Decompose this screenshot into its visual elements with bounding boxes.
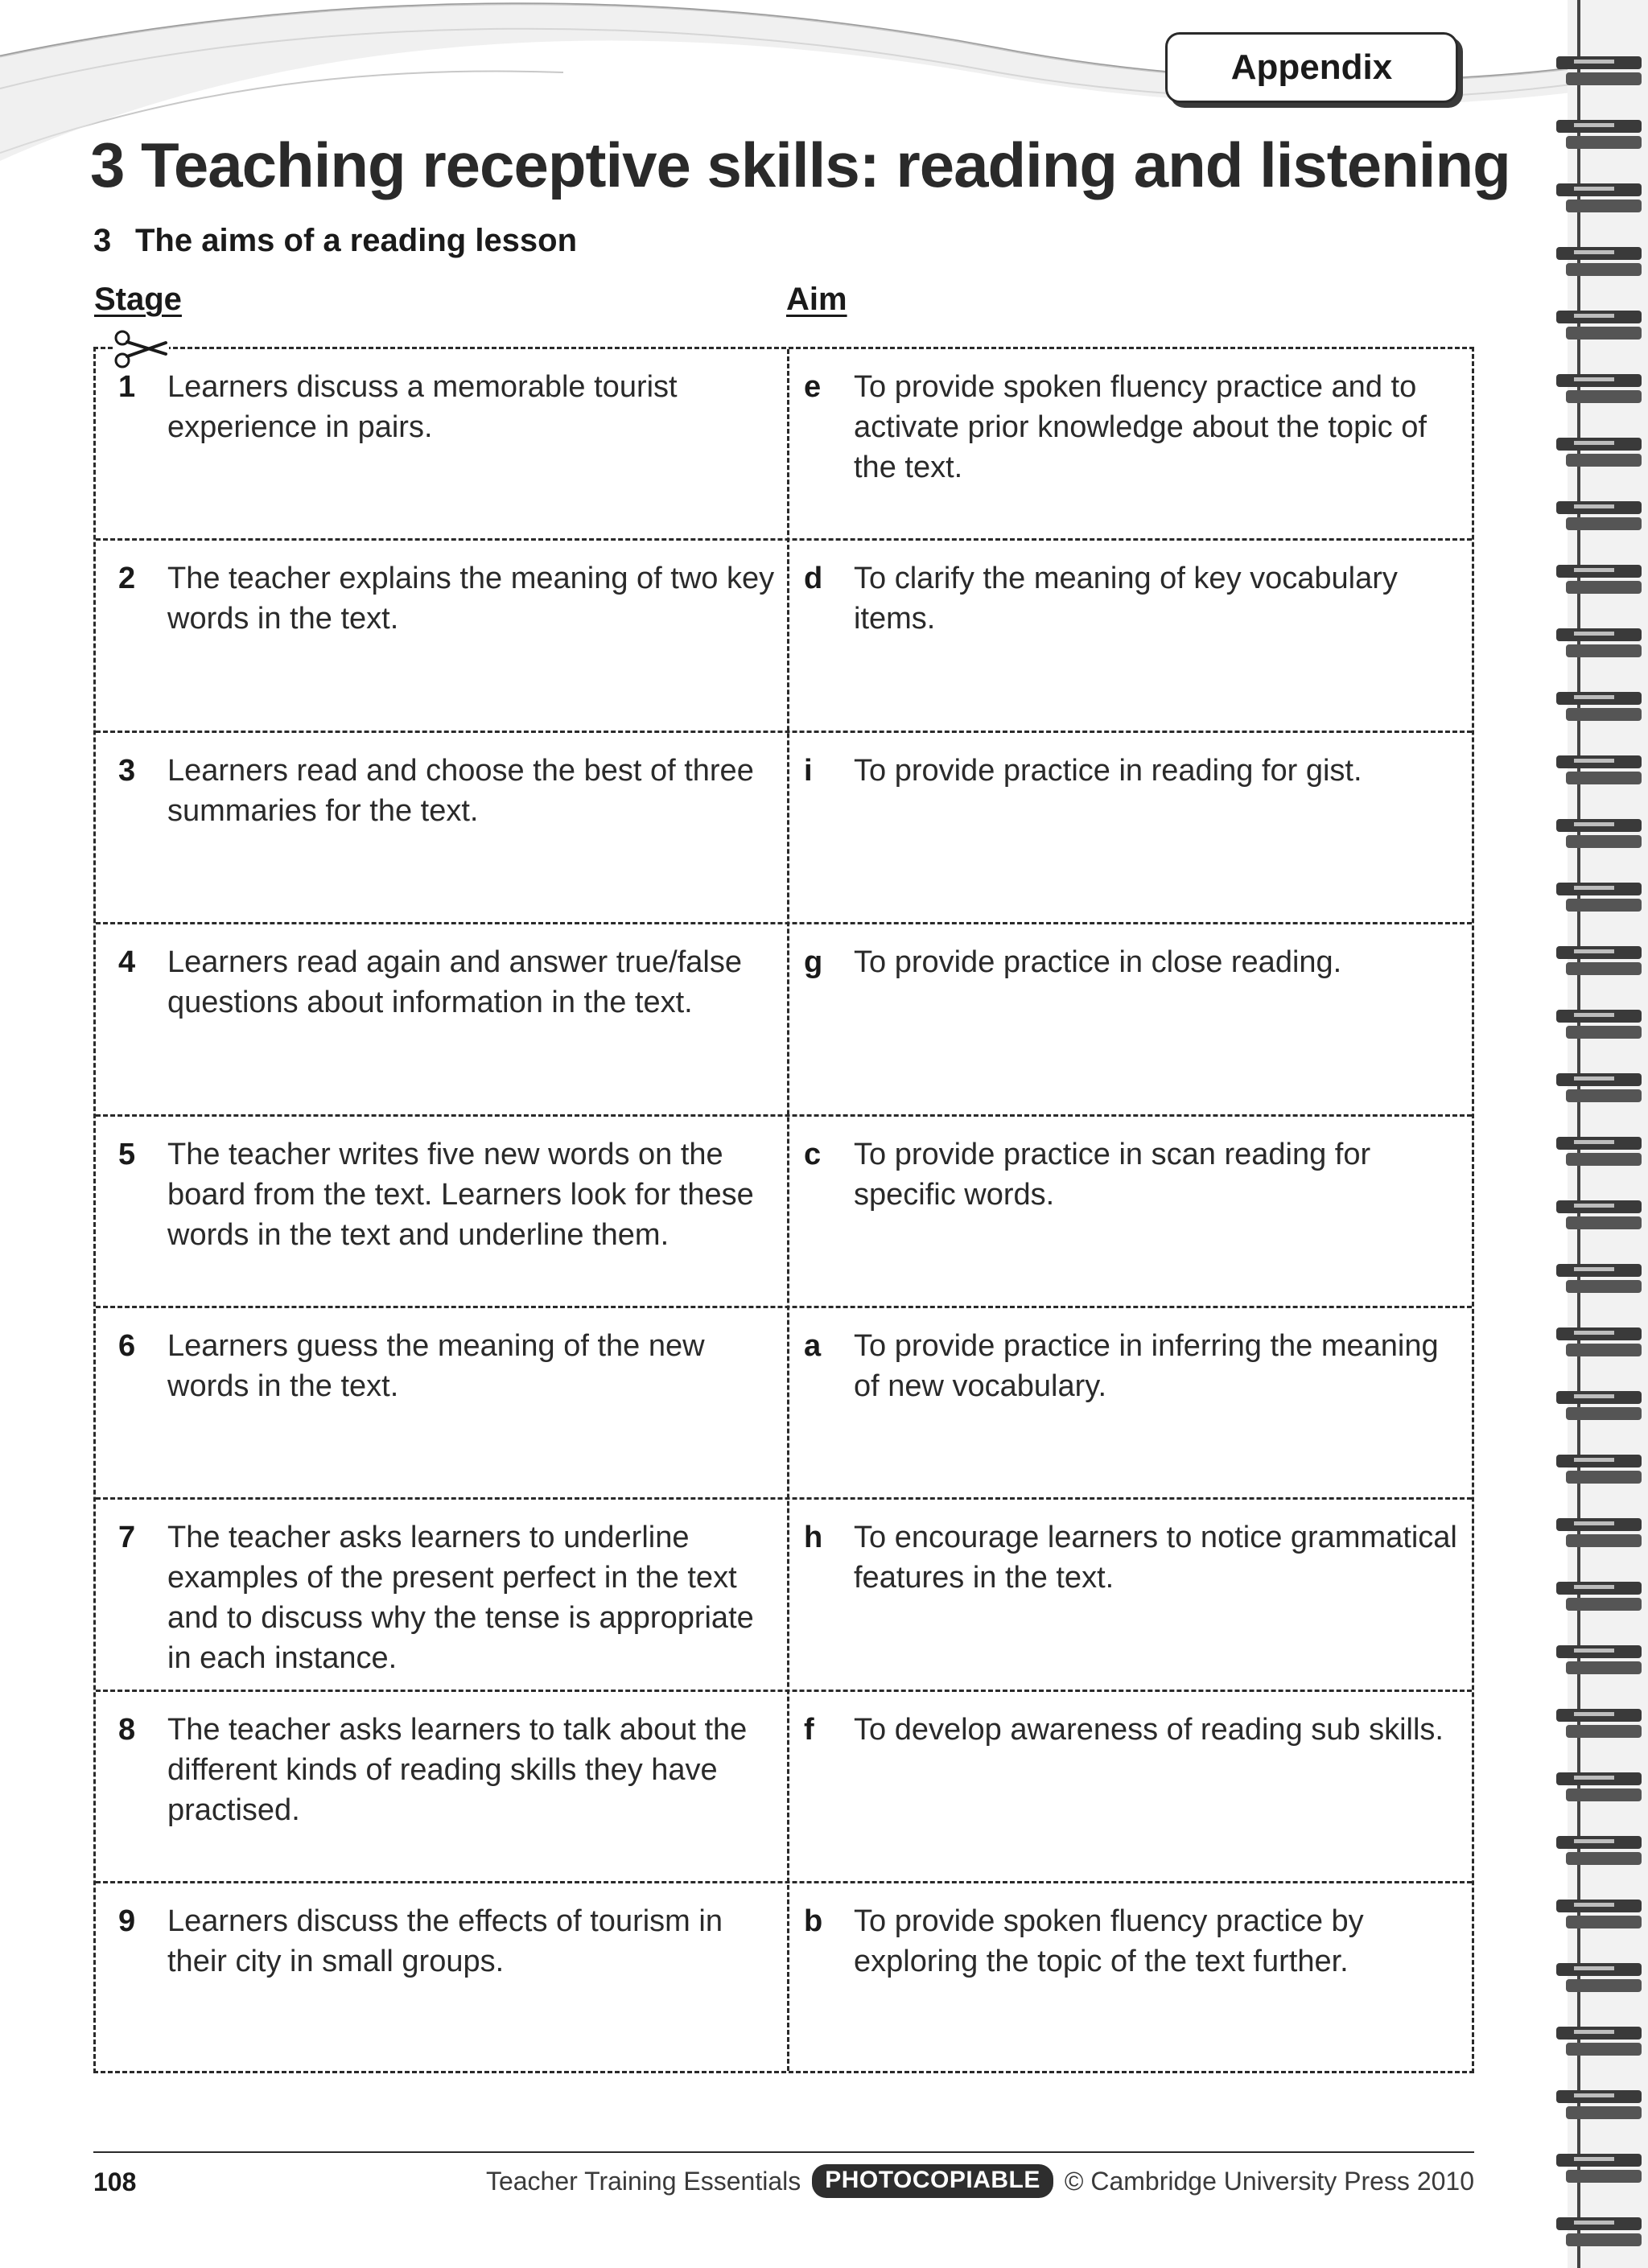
aim-card [804, 541, 1472, 639]
stage-card [118, 541, 778, 639]
stage-description: The teacher writes five new words on the board from the text. Learners look for these words in the text and underline them. [167, 1137, 754, 1252]
card-row [96, 538, 1472, 730]
stage-description: The teacher asks learners to talk about the different kinds of reading skills they have practised. [167, 1712, 748, 1827]
card-row [96, 349, 1472, 541]
section-number: 3 [93, 223, 112, 258]
aim-letter: d [804, 562, 823, 596]
card-row [96, 1881, 1472, 2072]
aim-letter: f [804, 1712, 814, 1747]
card-row [96, 731, 1472, 922]
aim-card [804, 1692, 1472, 1750]
stage-number: 6 [118, 1329, 136, 1363]
spiral-binding [1550, 0, 1648, 2268]
section-title-text: The aims of a reading lesson [135, 223, 578, 258]
stage-number: 2 [118, 562, 136, 596]
card-row [96, 1497, 1472, 1689]
aim-card [804, 1500, 1472, 1598]
footer-credits [486, 2164, 1474, 2198]
aim-description: To clarify the meaning of key vocabulary items. [854, 562, 1398, 636]
card-row [96, 1690, 1472, 1881]
aim-letter: g [804, 945, 823, 980]
unit-title: 3 Teaching receptive skills: reading and listening [90, 130, 1510, 200]
aim-description: To encourage learners to notice grammatical features in the text. [854, 1521, 1457, 1595]
appendix-label: Appendix [1230, 47, 1393, 87]
section-title [93, 223, 577, 259]
aim-column-heading: Aim [786, 282, 847, 317]
appendix-tab [1165, 32, 1458, 103]
aim-letter: h [804, 1521, 823, 1555]
stage-number: 3 [118, 753, 136, 788]
aim-letter: c [804, 1137, 822, 1171]
aim-card [804, 733, 1472, 791]
aim-card [804, 1883, 1472, 1982]
stage-card [118, 349, 778, 447]
aim-description: To develop awareness of reading sub skills. [854, 1712, 1444, 1747]
stage-card [118, 1883, 778, 1982]
aim-letter: b [804, 1904, 823, 1939]
footer-divider [93, 2151, 1474, 2153]
photocopiable-badge: PHOTOCOPIABLE [812, 2164, 1053, 2198]
aim-description: To provide practice in scan reading for specific words. [854, 1137, 1371, 1212]
book-title: Teacher Training Essentials [485, 2166, 801, 2196]
aim-description: To provide practice in inferring the meaning of new vocabulary. [854, 1329, 1439, 1403]
stage-card [118, 733, 778, 831]
card-row [96, 922, 1472, 1113]
aim-description: To provide spoken fluency practice and to activate prior knowledge about the topic of the text. [854, 370, 1427, 484]
scissors-icon [113, 328, 169, 370]
stage-number: 5 [118, 1137, 136, 1171]
card-row [96, 1306, 1472, 1497]
stage-card [118, 1500, 778, 1678]
aim-description: To provide practice in reading for gist. [854, 753, 1362, 788]
copyright-notice: © Cambridge University Press 2010 [1064, 2166, 1474, 2196]
stage-card [118, 924, 778, 1023]
aim-description: To provide practice in close reading. [854, 945, 1342, 980]
stage-card [118, 1308, 778, 1406]
stage-description: Learners discuss a memorable tourist experience in pairs. [167, 370, 678, 444]
stage-number: 8 [118, 1712, 136, 1747]
stage-number: 9 [118, 1904, 136, 1939]
aim-letter: i [804, 753, 813, 788]
stage-card [118, 1117, 778, 1255]
aim-card [804, 924, 1472, 982]
aim-card [804, 1308, 1472, 1406]
aim-letter: a [804, 1329, 822, 1363]
stage-column-heading: Stage [94, 282, 182, 317]
page-number: 108 [93, 2167, 137, 2196]
stage-description: Learners read and choose the best of three summaries for the text. [167, 753, 754, 828]
aim-card [804, 1117, 1472, 1215]
card-row [96, 1114, 1472, 1306]
stage-number: 7 [118, 1521, 136, 1555]
aim-letter: e [804, 370, 822, 404]
aim-description: To provide spoken fluency practice by exploring the topic of the text further. [854, 1904, 1364, 1979]
stage-card [118, 1692, 778, 1830]
cut-out-card-grid [93, 347, 1474, 2073]
stage-description: Learners read again and answer true/false questions about information in the text. [167, 945, 743, 1020]
stage-number: 4 [118, 945, 136, 980]
stage-description: The teacher explains the meaning of two key words in the text. [167, 562, 775, 636]
aim-card [804, 349, 1472, 488]
stage-description: The teacher asks learners to underline examples of the present perfect in the text and to discuss why the tense is appropriate in each instance. [167, 1521, 754, 1676]
stage-number: 1 [118, 370, 136, 404]
stage-description: Learners discuss the effects of tourism in their city in small groups. [167, 1904, 723, 1979]
stage-description: Learners guess the meaning of the new words in the text. [167, 1329, 705, 1403]
